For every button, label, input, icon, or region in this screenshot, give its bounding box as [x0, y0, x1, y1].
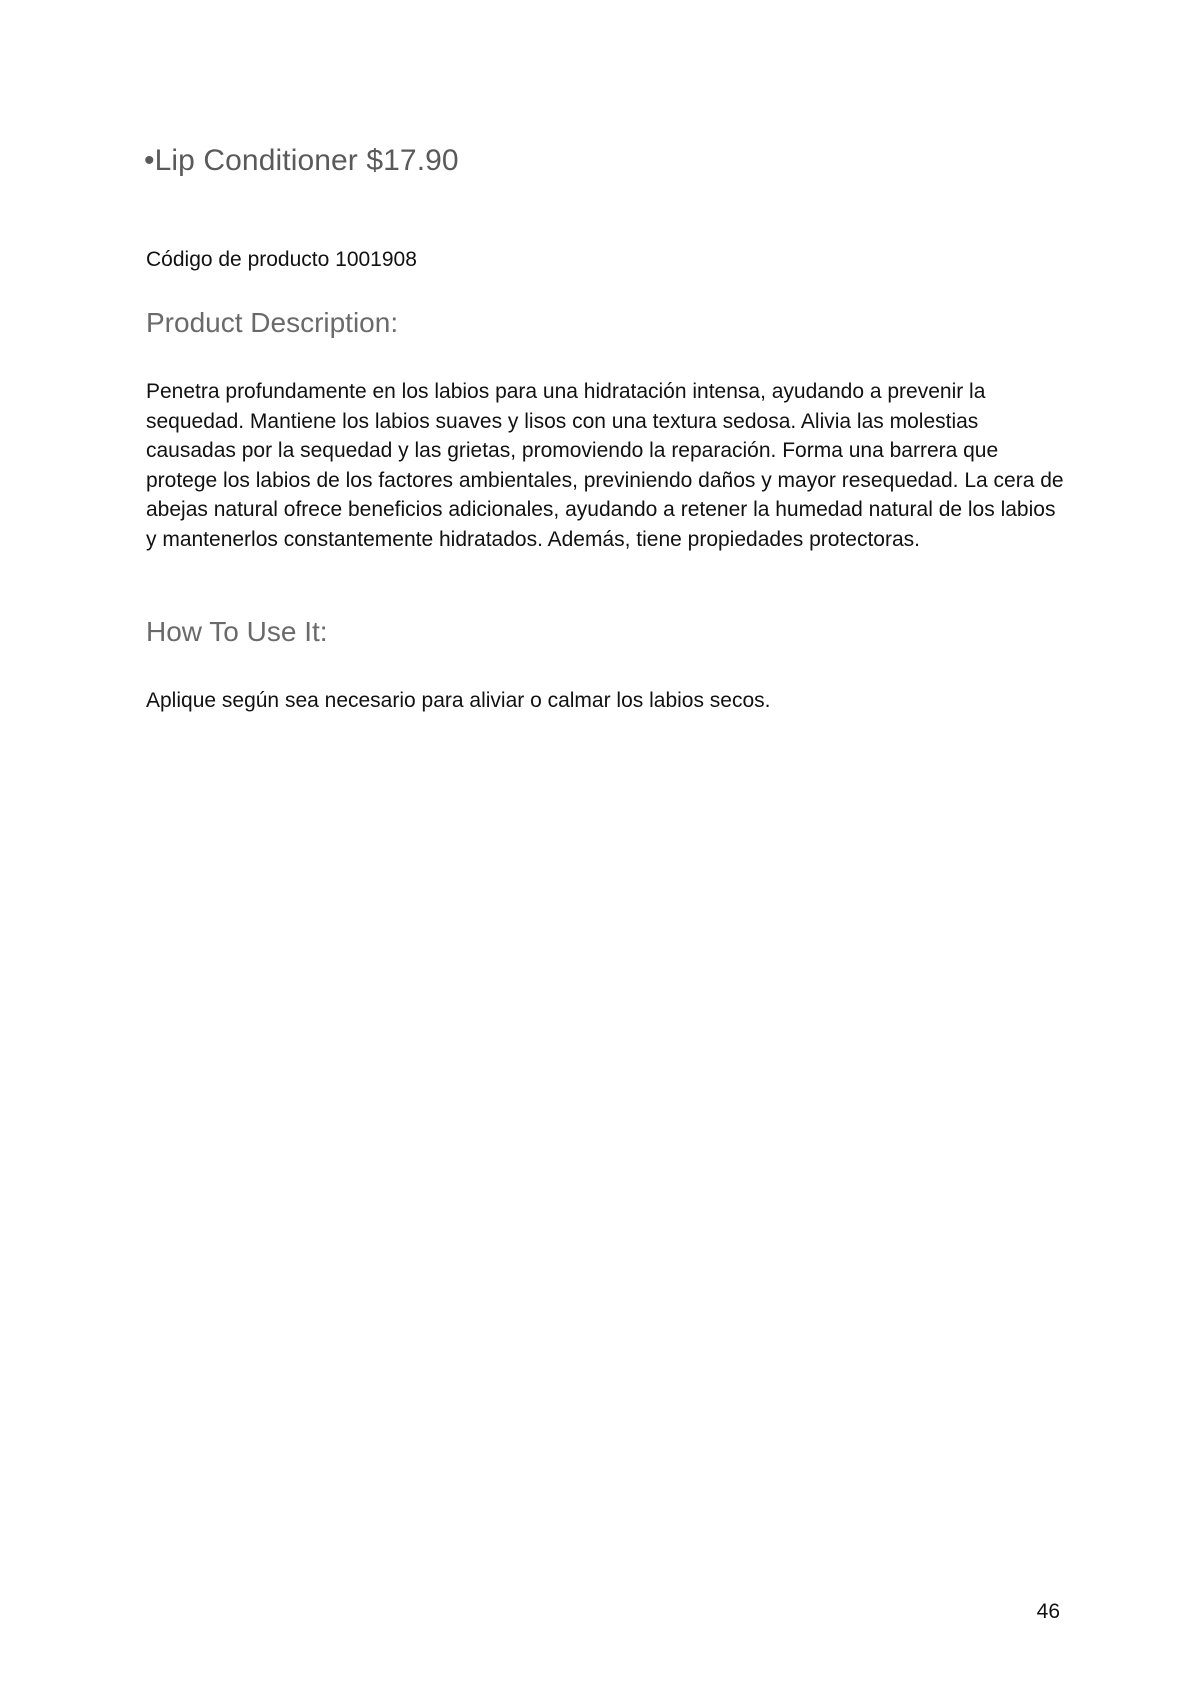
how-to-use-text: Aplique según sea necesario para aliviar o calmar los labios secos.	[146, 689, 771, 712]
page-number: 46	[1036, 1600, 1060, 1623]
product-title: •Lip Conditioner $17.90	[144, 144, 459, 177]
product-code: Código de producto 1001908	[146, 248, 417, 271]
product-description-heading: Product Description:	[146, 307, 399, 338]
product-description-text: Penetra profundamente en los labios para una hidratación intensa, ayudando a prevenir la sequedad. Mantiene los labios suaves y lisos con una textura sedosa. Alivia las molestias causadas por la sequedad y las grietas, promoviendo la reparación. Forma una barrera que protege los labios de los factores ambientales, previniendo daños y mayor resequedad. La cera de abejas natural ofrece beneficios adicionales, ayudando a retener la humedad natural de los labios y mantenerlos constantemente hidratados. Además, tiene propiedades protectoras.	[146, 380, 1064, 551]
how-to-use-heading: How To Use It:	[146, 616, 328, 647]
